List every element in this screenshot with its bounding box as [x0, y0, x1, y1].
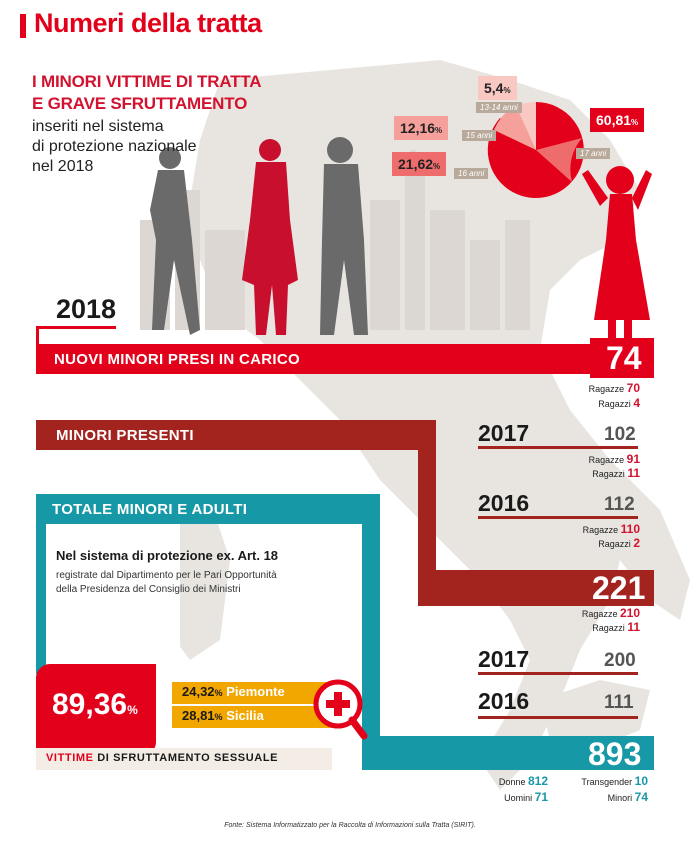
exploitation-caption: VITTIME DI SFRUTTAMENTO SESSUALE [46, 752, 279, 764]
age-tag-15: 15 anni [462, 130, 496, 141]
region-piemonte: 24,32% Piemonte [182, 684, 285, 699]
pm-girls: Ragazze 210 [581, 606, 640, 620]
total-label: TOTALE MINORI E ADULTI [52, 501, 248, 518]
present-minors-value: 221 [592, 570, 646, 606]
total-left-edge [36, 494, 46, 674]
total-value: 893 [588, 736, 642, 772]
girl-silhouette [580, 150, 660, 340]
pie-label-17: 60,81% [590, 108, 644, 132]
pie-label-16: 21,62% [392, 152, 446, 176]
pm-2016-value: 111 [604, 692, 634, 713]
nm-2017-girls: Ragazze 91 [588, 452, 640, 466]
nm-2016-year: 2016 [478, 490, 530, 516]
total-trans: Transgender 10 [581, 774, 648, 788]
people-silhouettes [130, 130, 390, 345]
nm-2017-boys: Ragazzi 11 [592, 466, 640, 480]
pm-2017-year: 2017 [478, 646, 530, 672]
region-sicilia: 28,81% Sicilia [182, 708, 264, 723]
total-men: Uomini 71 [504, 790, 548, 804]
age-tag-17: 17 anni [576, 148, 610, 159]
connector-red-top [36, 326, 58, 329]
total-minors: Minori 74 [607, 790, 648, 804]
pie-label-13-14: 5,4% [478, 76, 517, 100]
new-minors-value: 74 [606, 340, 642, 376]
exploitation-pct: 89,36% [52, 688, 138, 721]
age-tag-16: 16 anni [454, 168, 488, 179]
intro-line4: di protezione nazionale [32, 138, 197, 155]
nm-2016-underline [478, 516, 638, 519]
intro-heading-line2: E GRAVE SFRUTTAMENTO [32, 94, 248, 113]
nm-2017-value: 102 [604, 424, 636, 445]
note-line1: registrate dal Dipartimento per le Pari Opportunità [56, 570, 277, 581]
intro-line5: nel 2018 [32, 158, 94, 175]
new-minors-girls: Ragazze 70 [588, 381, 640, 395]
present-minors-label: MINORI PRESENTI [56, 427, 194, 444]
present-minors-connector [418, 420, 436, 578]
intro-line3: inseriti nel sistema [32, 118, 164, 135]
new-minors-label: NUOVI MINORI PRESI IN CARICO [54, 351, 300, 368]
source-note: Fonte: Sistema Informatizzato per la Raccolta di Informazioni sulla Tratta (SIRIT). [224, 822, 476, 829]
page-title: Numeri della tratta [34, 8, 262, 38]
new-minors-boys: Ragazzi 4 [598, 396, 640, 410]
age-pie-chart [486, 100, 586, 200]
magnifier-plus-icon [312, 678, 368, 744]
pm-2017-underline [478, 672, 638, 675]
nm-2016-value: 112 [604, 494, 635, 515]
total-women: Donne 812 [498, 774, 548, 788]
pie-label-15: 12,16% [394, 116, 448, 140]
note-line2: della Presidenza del Consiglio dei Ministri [56, 584, 241, 595]
nm-2016-boys: Ragazzi 2 [598, 536, 640, 550]
pm-2017-value: 200 [604, 650, 636, 671]
pm-2016-underline [478, 716, 638, 719]
main-year-underline [56, 326, 116, 329]
nm-2017-year: 2017 [478, 420, 530, 446]
age-tag-13-14: 13-14 anni [476, 102, 522, 113]
intro-heading-line1: I MINORI VITTIME DI TRATTA [32, 72, 262, 91]
pm-boys: Ragazzi 11 [592, 620, 640, 634]
note-title: Nel sistema di protezione ex. Art. 18 [56, 548, 279, 563]
nm-2017-underline [478, 446, 638, 449]
nm-2016-girls: Ragazze 110 [582, 522, 640, 536]
main-year: 2018 [56, 294, 117, 324]
pm-2016-year: 2016 [478, 688, 530, 714]
